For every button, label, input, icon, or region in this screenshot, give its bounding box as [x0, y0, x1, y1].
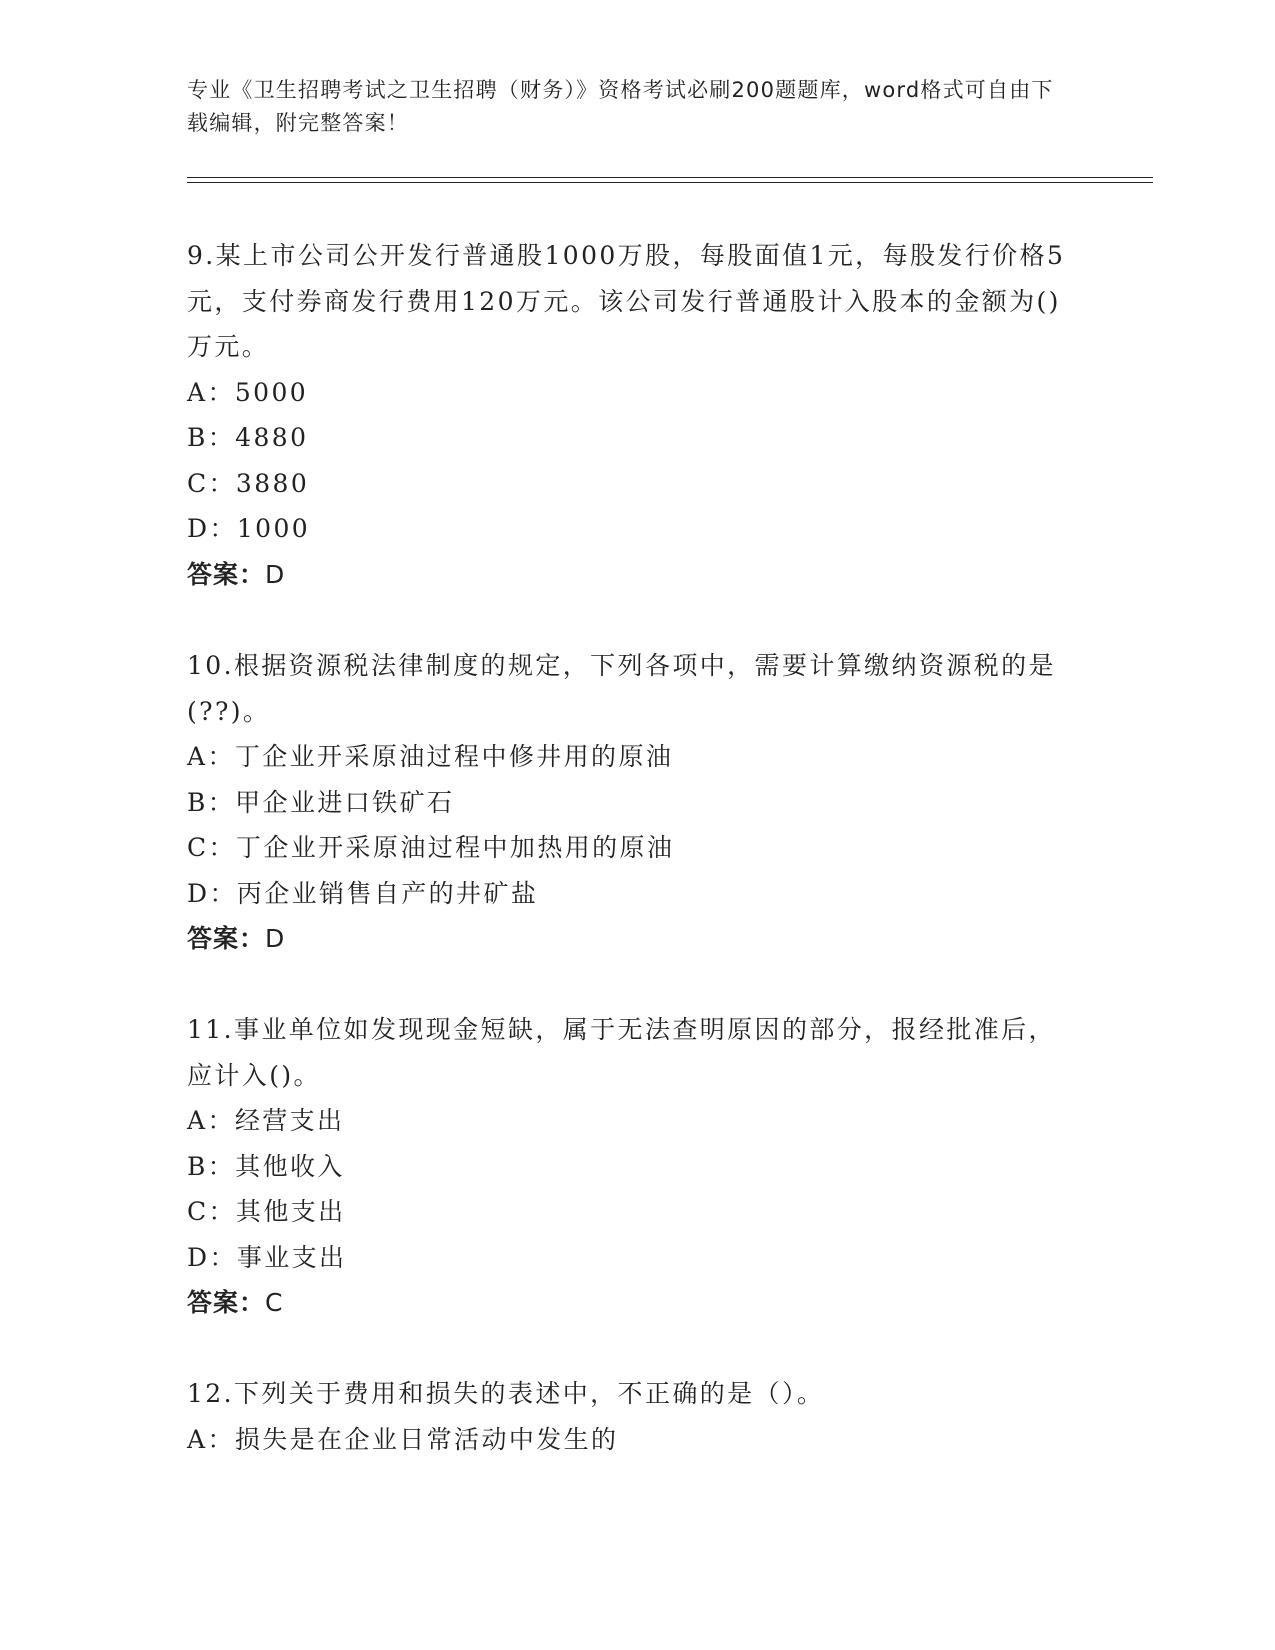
question-stem: 10.根据资源税法律制度的规定，下列各项中，需要计算缴纳资源税的是(??)。 — [187, 651, 1056, 726]
option-b: B：其他收入 — [187, 1151, 345, 1181]
header-divider-bottom — [187, 182, 1153, 183]
option-a: A：丁企业开采原油过程中修井用的原油 — [187, 742, 674, 771]
question-10 — [187, 643, 1067, 962]
option-c: C：3880 — [187, 468, 310, 498]
option-d: D：1000 — [187, 514, 311, 543]
question-11 — [187, 1007, 1067, 1326]
answer-label: 答案： — [187, 924, 266, 953]
option-d: D：事业支出 — [187, 1242, 347, 1272]
question-stem: 11.事业单位如发现现金短缺，属于无法查明原因的部分，报经批准后，应计入()。 — [187, 1015, 1056, 1090]
document-intro: 专业《卫生招聘考试之卫生招聘（财务）》资格考试必刷200题题库，word格式可自由下载编辑，附完整答案！ — [187, 78, 1054, 135]
question-12 — [187, 1371, 1067, 1462]
option-c: C：其他支出 — [187, 1197, 346, 1226]
question-stem: 9.某上市公司公开发行普通股1000万股，每股面值1元，每股发行价格5元，支付券商发行费用120万元。该公司发行普通股计入股本的金额为()万元。 — [187, 241, 1066, 361]
question-9 — [187, 233, 1067, 597]
option-b: B：4880 — [187, 423, 309, 452]
option-c: C：丁企业开采原油过程中加热用的原油 — [187, 833, 675, 862]
option-d: D：丙企业销售自产的井矿盐 — [187, 878, 539, 908]
answer-value: C — [265, 1288, 284, 1317]
answer-line — [187, 552, 1067, 598]
option-a: A：经营支出 — [187, 1106, 345, 1135]
header-divider-top — [187, 177, 1153, 178]
option-b: B：甲企业进口铁矿石 — [187, 787, 455, 817]
answer-value: D — [265, 559, 286, 589]
answer-label: 答案： — [187, 1288, 266, 1317]
answer-label: 答案： — [187, 559, 266, 589]
question-stem: 12.下列关于费用和损失的表述中，不正确的是（）。 — [187, 1379, 825, 1408]
option-a: A：损失是在企业日常活动中发生的 — [187, 1424, 619, 1454]
answer-line — [187, 1280, 1067, 1326]
answer-value: D — [265, 924, 286, 953]
answer-line — [187, 916, 1067, 962]
option-a: A：5000 — [187, 377, 309, 407]
